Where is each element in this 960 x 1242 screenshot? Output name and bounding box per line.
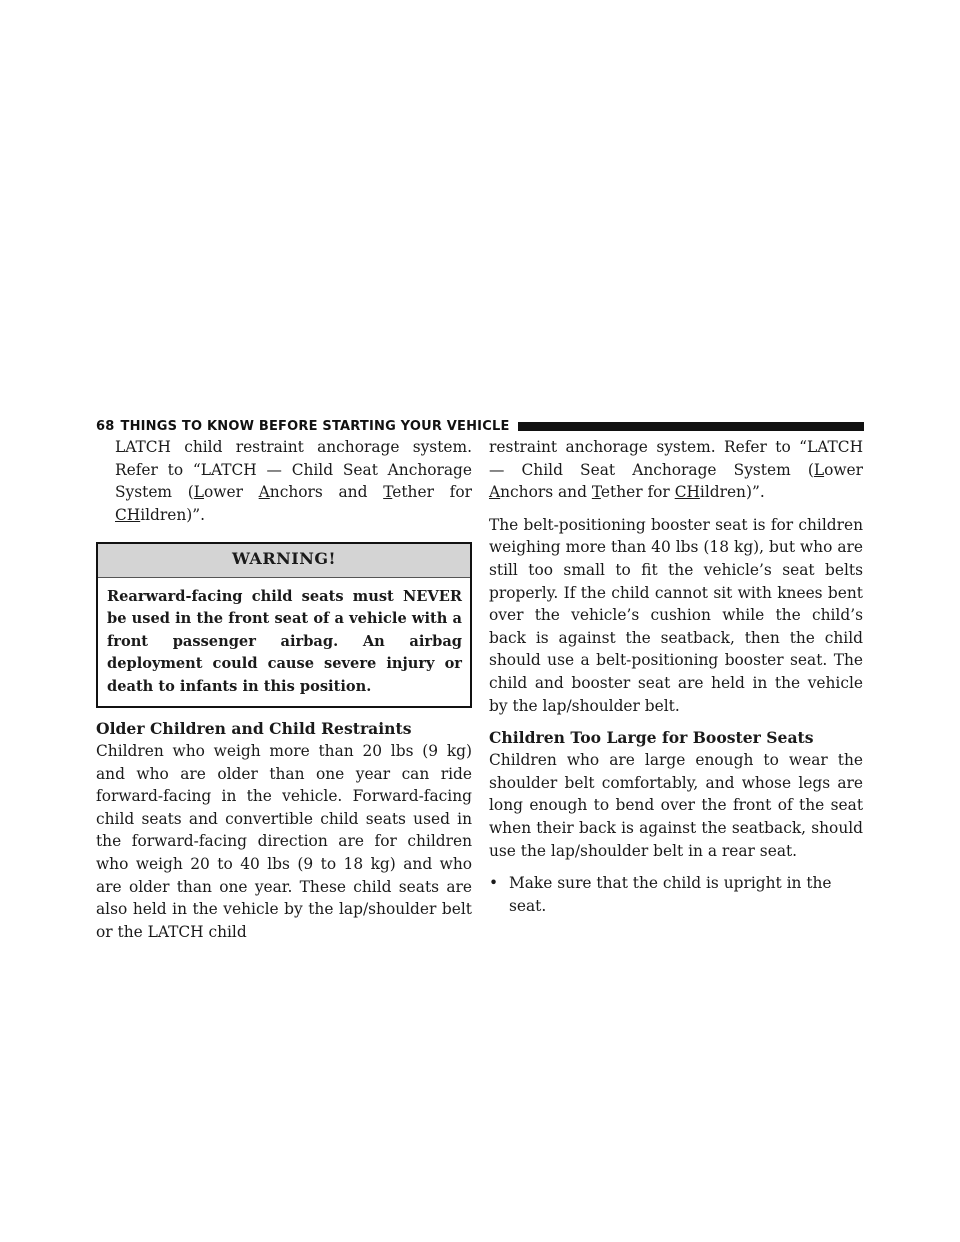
header-rule: [518, 422, 864, 431]
left-column: [96, 436, 472, 943]
page-header: [96, 416, 864, 436]
right-column: [489, 436, 863, 917]
bullet-text: Make sure that the child is upright in the seat.: [509, 874, 832, 915]
older-children-heading: Older Children and Child Restraints: [96, 719, 412, 738]
warning-box: [96, 542, 472, 708]
warning-title: WARNING!: [98, 544, 470, 578]
too-large-body: Children who are large enough to wear the shoulder belt comfortably, and whose legs are long enough to bend over the front of the seat when their back is against the seatback, should use the lap/shoulder belt in a rear seat.: [489, 751, 863, 860]
latch-continuation-left: LATCH child restraint anchorage system. Refer to “LATCH — Child Seat Anchorage System (Lower Anchors and Tether for CHildren)”.: [115, 438, 472, 524]
page-number: 68: [96, 418, 115, 434]
warning-body: Rearward-facing child seats must NEVER be used in the front seat of a vehicle with a front passenger airbag. An airbag deployment could cause severe injury or death to infants in this position.: [107, 587, 462, 695]
list-item: [489, 872, 863, 917]
too-large-heading: Children Too Large for Booster Seats: [489, 728, 814, 748]
older-children-body: Children who weigh more than 20 lbs (9 kg) and who are older than one year can ride forward-facing in the vehicle. Forward-facing child seats and convertible child seats used in the forward-facing direction are for children who weigh 20 to 40 lbs (9 to 18 kg) and who are older than one year. These child seats are also held in the vehicle by the lap/shoulder belt or the LATCH child: [96, 742, 472, 941]
booster-seat-body: The belt-positioning booster seat is for children weighing more than 40 lbs (18 kg), but who are still too small to fit the vehicle’s seat belts properly. If the child cannot sit with knees bent over the vehicle’s cushion while the child’s back is against the seatback, then the child should use a belt-positioning booster seat. The child and booster seat are held in the vehicle by the lap/shoulder belt.: [489, 515, 863, 715]
section-title: THINGS TO KNOW BEFORE STARTING YOUR VEHICLE: [120, 418, 510, 434]
header-text: [96, 419, 510, 434]
bullet-icon: •: [489, 874, 499, 893]
latch-continuation-right: restraint anchorage system. Refer to “LATCH — Child Seat Anchorage System (Lower Anchors and Tether for CHildren)”.: [489, 438, 863, 502]
